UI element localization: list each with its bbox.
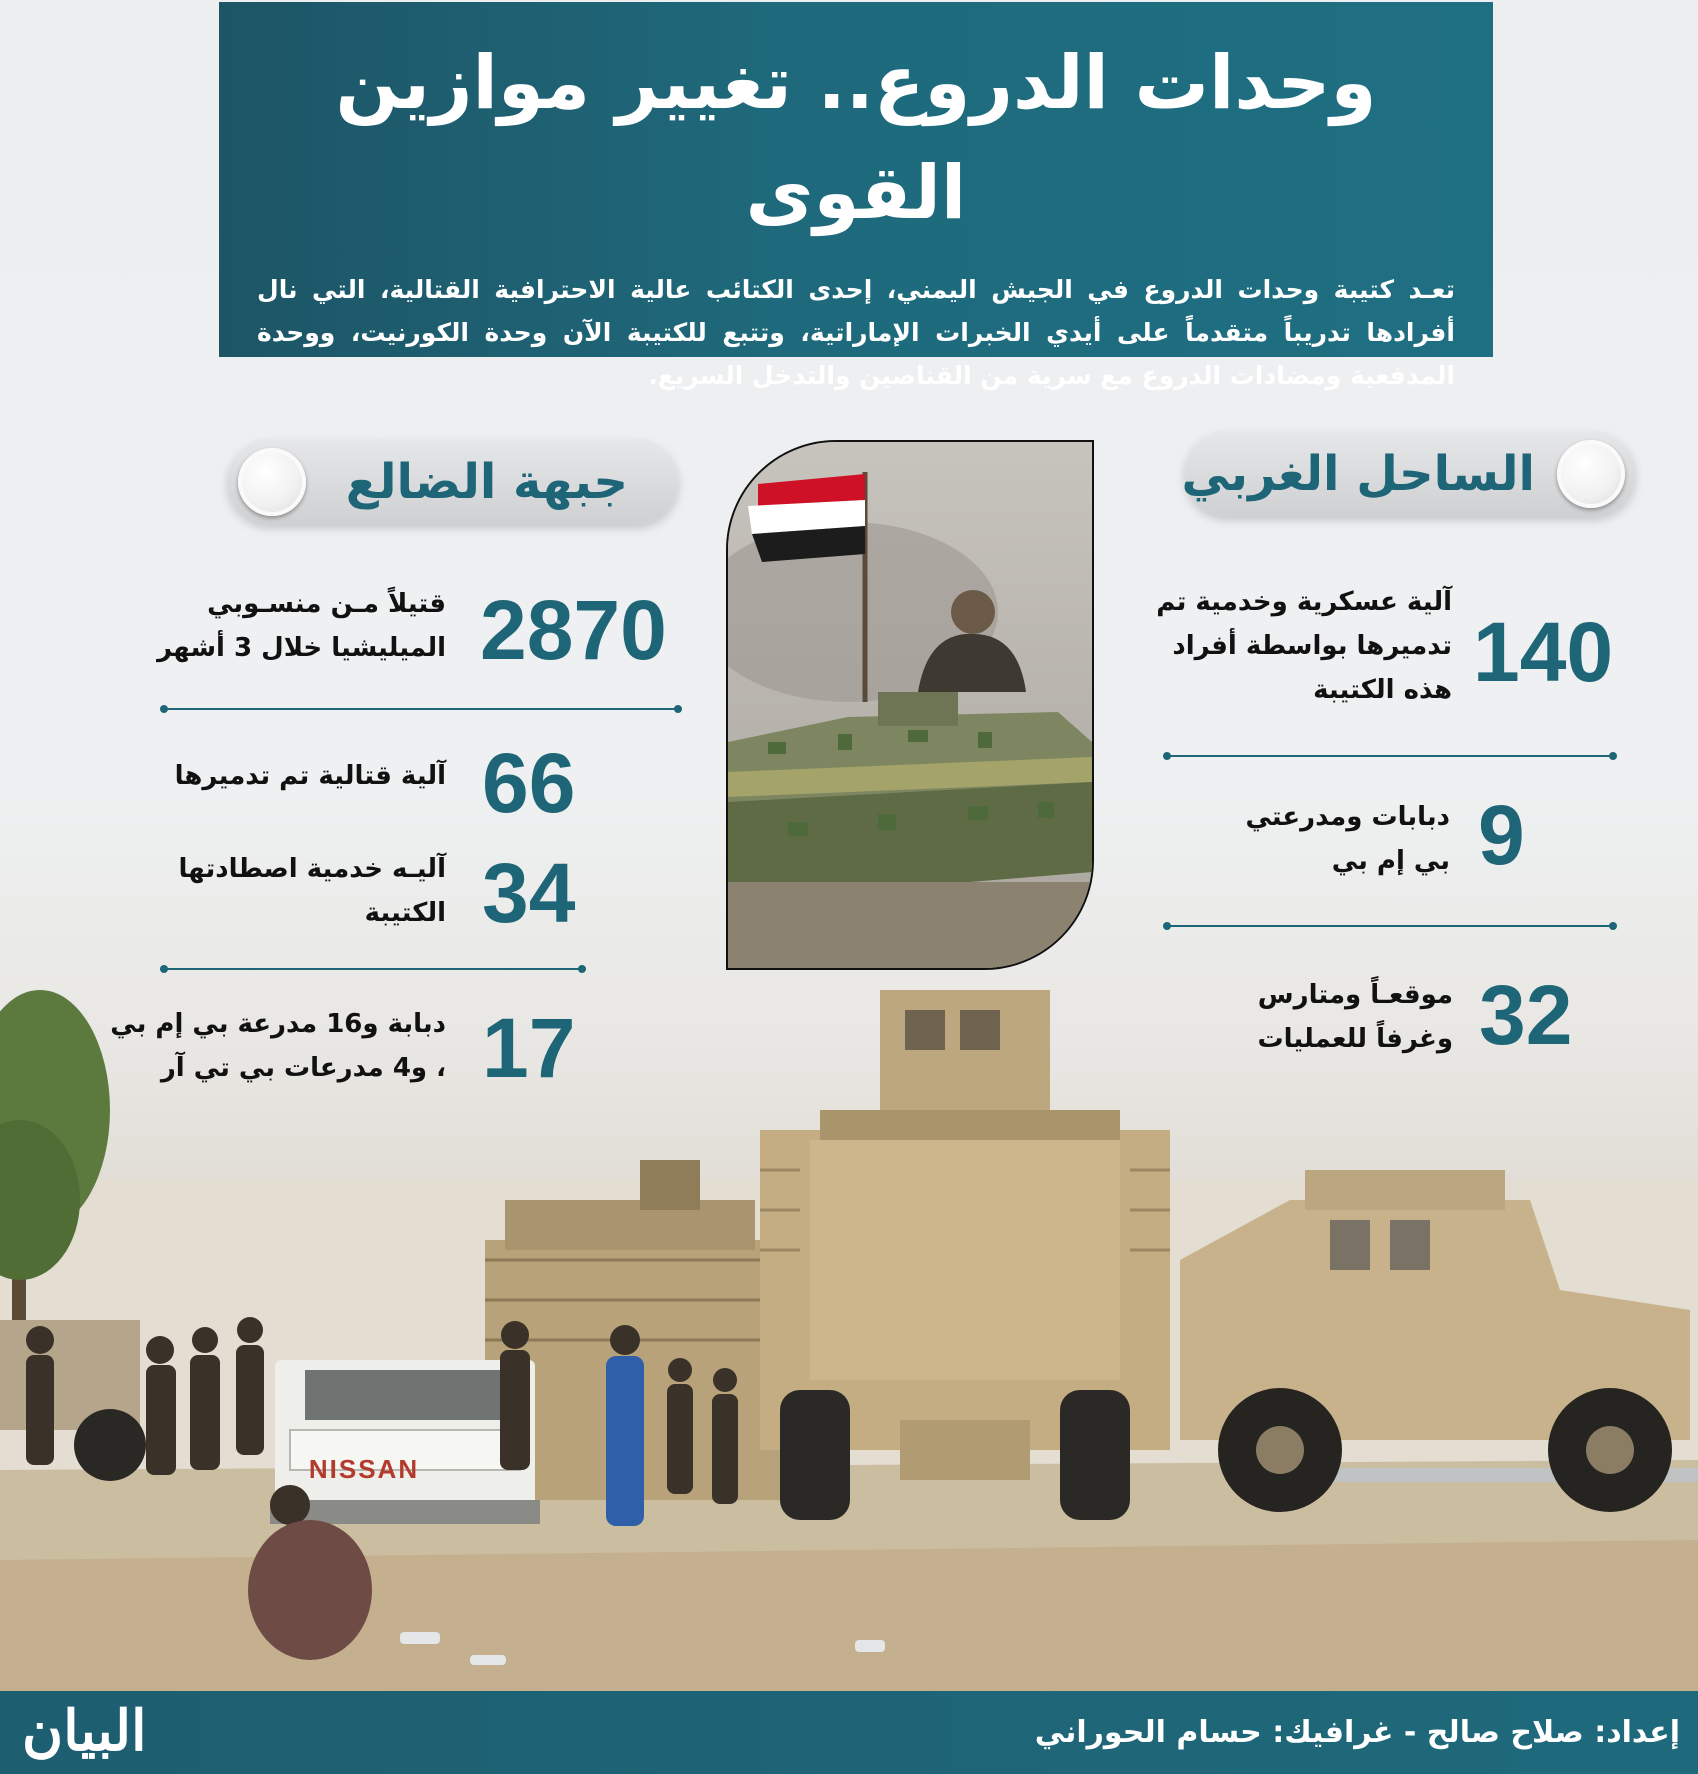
west-stat-number-1: 140 bbox=[1473, 605, 1614, 699]
dhale-stat-text-3: آليـه خدمية اصطادتها الكتيبة bbox=[178, 854, 446, 928]
dhale-stat-text-2: آلية قتالية تم تدميرها bbox=[174, 761, 446, 791]
truck-plate-text: NISSAN bbox=[308, 1454, 420, 1484]
west-coast-pill bbox=[1181, 432, 1635, 516]
dhale-stat-text-4: دبابة و16 مدرعة بي إم بي ، و4 مدرعات بي تي آر bbox=[110, 1009, 446, 1083]
dhale-stat-number-1: 2870 bbox=[480, 583, 667, 677]
intro-paragraph: تعـد كتيبة وحدات الدروع في الجيش اليمني، إحدى الكتائب عالية الاحترافية القتالية، التي نال أفرادها تدريباً متقدماً على أيدي الخبرات الإماراتية، وتتبع للكتيبة الآن وحدة الكورنيت، ووحدة المدفعية ومضادات الدروع مع سرية من القناصين والتدخل السريع. bbox=[257, 275, 1455, 390]
dhale-stat-number-3: 34 bbox=[482, 846, 576, 940]
pickup-truck-white bbox=[270, 1360, 540, 1524]
mrap-vehicle-center bbox=[760, 990, 1170, 1520]
dhale-stat-number-2: 66 bbox=[482, 736, 576, 830]
dhale-front-pill bbox=[228, 440, 678, 524]
pill-knob bbox=[1557, 440, 1625, 508]
footer-band bbox=[0, 1691, 1698, 1774]
dhale-stat-text-1: قتيلاً مـن منسـوبي الميليشيا خلال 3 أشهر bbox=[157, 589, 446, 663]
pill-knob bbox=[238, 448, 306, 516]
west-stat-text-3: موقعـاً ومتارس وغرفاً للعمليات bbox=[1257, 980, 1453, 1054]
tank-illustration bbox=[728, 442, 1092, 968]
soldier-tank-photo bbox=[726, 440, 1094, 970]
publication-logo: البيان bbox=[22, 1698, 147, 1764]
west-stat-number-3: 32 bbox=[1479, 968, 1573, 1062]
west-stat-text-2: دبابات ومدرعتي بي إم بي bbox=[1245, 802, 1450, 876]
west-divider-2 bbox=[1166, 925, 1614, 927]
title-panel bbox=[219, 2, 1493, 390]
dhale-front-label: جبهة الضالع bbox=[345, 454, 628, 510]
page-title: وحدات الدروع.. تغيير موازين القوى bbox=[335, 40, 1377, 236]
west-stat-text-1: آلية عسكرية وخدمية تم تدميرها بواسطة أفراد هذه الكتيبة bbox=[1156, 587, 1452, 705]
footer-credit: إعداد: صلاح صالح - غرافيك: حسام الحوراني bbox=[1034, 1715, 1680, 1750]
yemen-flag bbox=[748, 474, 865, 562]
west-divider-1 bbox=[1166, 755, 1614, 757]
dhale-divider-2 bbox=[163, 968, 583, 970]
dhale-divider-1 bbox=[163, 708, 679, 710]
west-stat-number-2: 9 bbox=[1478, 788, 1525, 882]
west-coast-label: الساحل الغربي bbox=[1181, 446, 1535, 502]
dhale-stat-number-4: 17 bbox=[482, 1001, 576, 1095]
